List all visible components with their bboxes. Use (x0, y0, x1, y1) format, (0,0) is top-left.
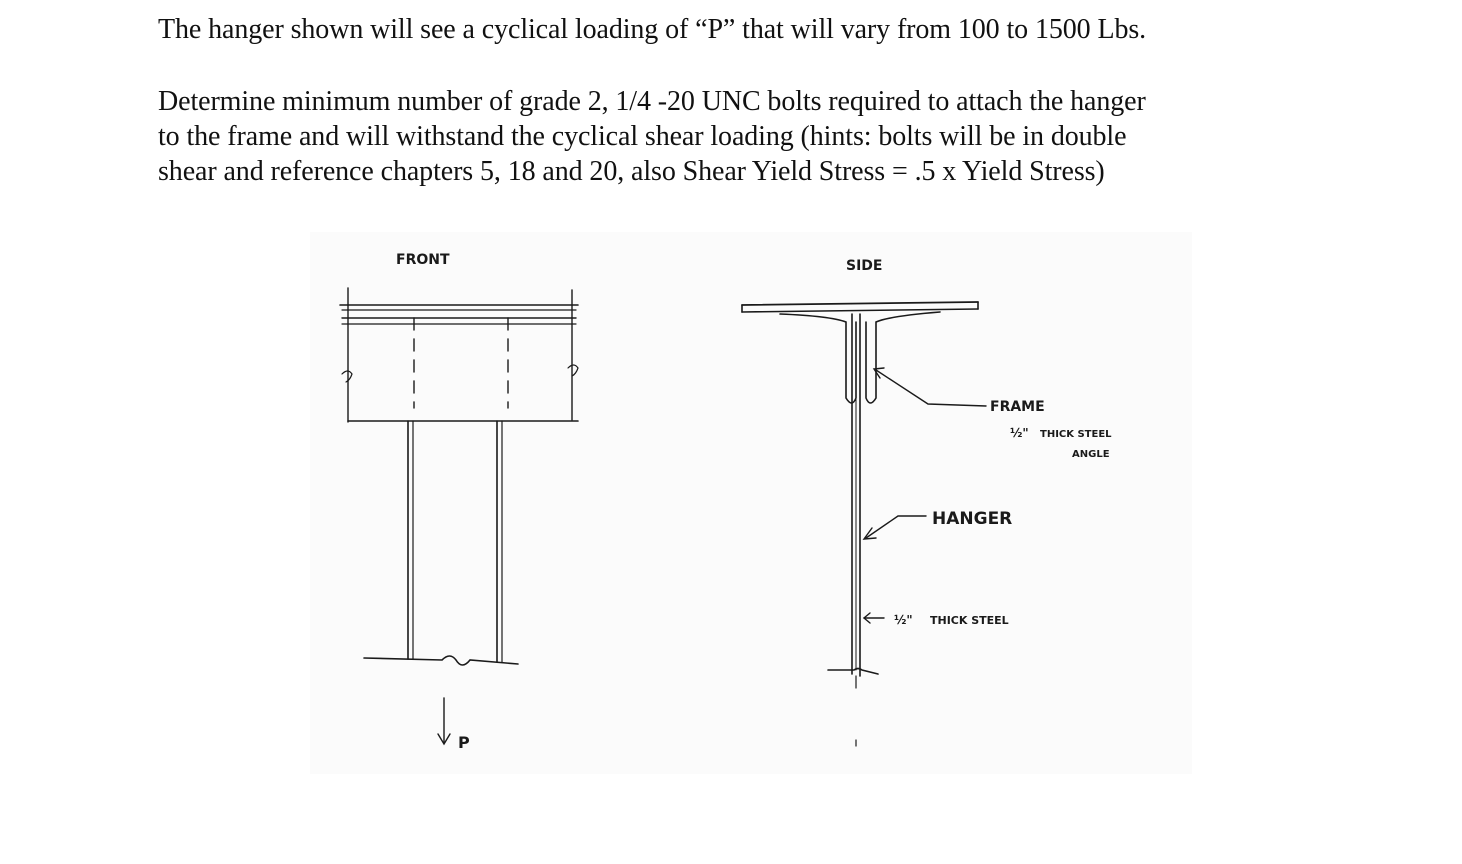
frame-label: FRAME (990, 399, 1045, 415)
paragraph-line-1: Determine minimum number of grade 2, 1/4 -20 UNC bolts required to attach the hanger (158, 86, 1146, 117)
paragraph-line-3: shear and reference chapters 5, 18 and 20, also Shear Yield Stress = .5 x Yield Stress) (158, 156, 1105, 187)
front-label: FRONT (396, 252, 450, 268)
problem-statement-line1 (158, 12, 1146, 47)
hanger-thickness-fraction: ½" (894, 613, 913, 627)
angle-note-line1: THICK STEEL (1040, 429, 1112, 440)
loading-description: The hanger shown will see a cyclical loading of “P” that will vary from 100 to 1500 Lbs. (158, 14, 1147, 45)
problem-statement-paragraph (158, 84, 1288, 189)
hanger-drawing (310, 232, 1192, 774)
hanger-label: HANGER (932, 509, 1013, 529)
side-label: SIDE (846, 258, 883, 274)
hanger-thickness-note: THICK STEEL (930, 614, 1009, 627)
angle-note-line2: ANGLE (1072, 449, 1110, 460)
front-view (340, 288, 578, 744)
angle-thickness-fraction: ½" (1010, 426, 1029, 440)
hanger-sketch (310, 232, 1192, 774)
paragraph-line-2: to the frame and will withstand the cyclical shear loading (hints: bolts will be in double (158, 121, 1127, 152)
load-label: P (458, 733, 470, 752)
